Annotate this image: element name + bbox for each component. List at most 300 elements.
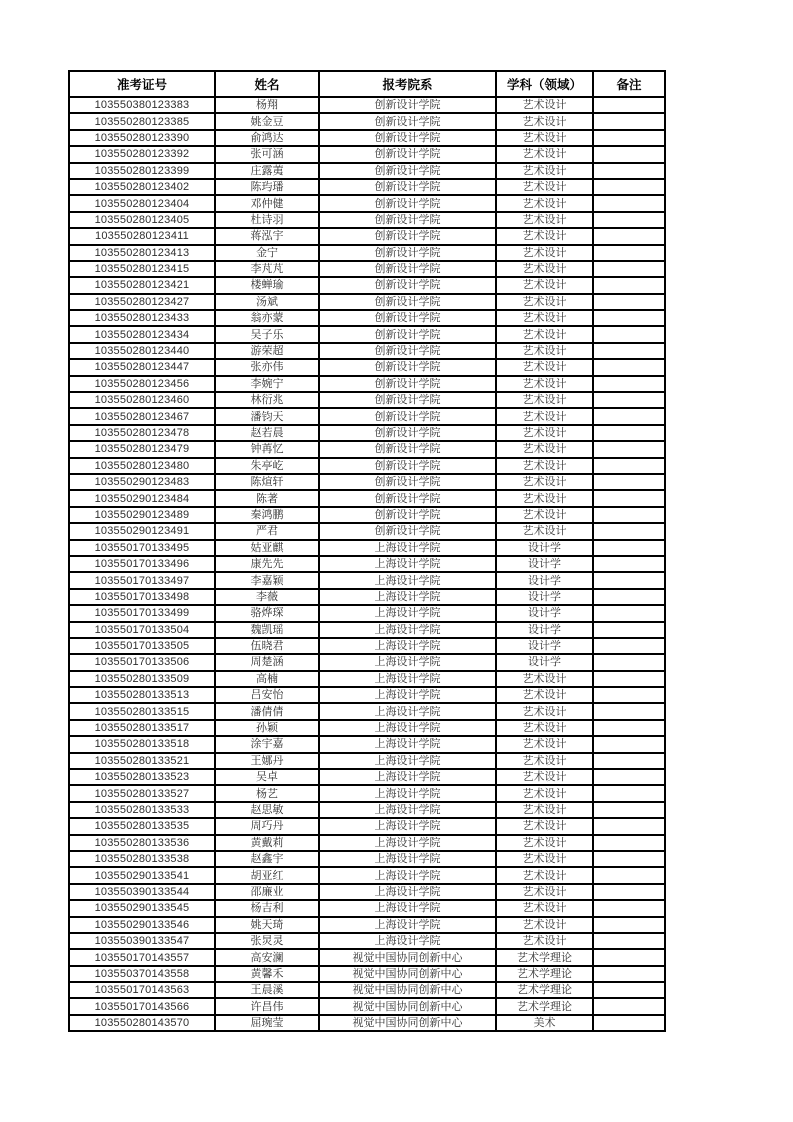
department-cell: 上海设计学院: [319, 900, 496, 916]
department-cell: 上海设计学院: [319, 572, 496, 588]
table-row: [69, 130, 665, 146]
remarks-cell: [593, 703, 665, 719]
subject-field-cell: 艺术设计: [496, 130, 593, 146]
subject-field-cell: 艺术设计: [496, 392, 593, 408]
table-row: [69, 802, 665, 818]
subject-field-cell: 艺术设计: [496, 359, 593, 375]
exam-number-cell: 103550280133509: [69, 671, 215, 687]
department-cell: 创新设计学院: [319, 507, 496, 523]
remarks-cell: [593, 785, 665, 801]
subject-field-cell: 艺术设计: [496, 917, 593, 933]
subject-field-cell: 艺术设计: [496, 294, 593, 310]
remarks-cell: [593, 917, 665, 933]
exam-number-cell: 103550280123411: [69, 228, 215, 244]
name-cell: 秦鸿鹏: [215, 507, 319, 523]
exam-number-cell: 103550170133498: [69, 589, 215, 605]
subject-field-cell: 艺术设计: [496, 146, 593, 162]
name-cell: 陈著: [215, 490, 319, 506]
name-cell: 张可涵: [215, 146, 319, 162]
exam-number-cell: 103550170133495: [69, 540, 215, 556]
remarks-cell: [593, 359, 665, 375]
department-cell: 上海设计学院: [319, 785, 496, 801]
department-cell: 上海设计学院: [319, 867, 496, 883]
remarks-cell: [593, 245, 665, 261]
department-cell: 创新设计学院: [319, 212, 496, 228]
subject-field-cell: 艺术设计: [496, 212, 593, 228]
department-cell: 创新设计学院: [319, 326, 496, 342]
exam-number-cell: 103550280133521: [69, 753, 215, 769]
name-cell: 游荣超: [215, 343, 319, 359]
table-row: [69, 179, 665, 195]
department-cell: 上海设计学院: [319, 671, 496, 687]
remarks-cell: [593, 97, 665, 113]
remarks-cell: [593, 638, 665, 654]
table-row: [69, 605, 665, 621]
table-row: [69, 785, 665, 801]
department-cell: 创新设计学院: [319, 343, 496, 359]
remarks-cell: [593, 867, 665, 883]
department-cell: 创新设计学院: [319, 261, 496, 277]
name-cell: 姑亚麒: [215, 540, 319, 556]
header-remarks: 备注: [593, 71, 665, 97]
department-cell: 上海设计学院: [319, 622, 496, 638]
subject-field-cell: 艺术设计: [496, 310, 593, 326]
exam-number-cell: 103550380123383: [69, 97, 215, 113]
department-cell: 创新设计学院: [319, 458, 496, 474]
remarks-cell: [593, 720, 665, 736]
department-cell: 创新设计学院: [319, 179, 496, 195]
table-row: [69, 490, 665, 506]
subject-field-cell: 艺术设计: [496, 490, 593, 506]
table-body: [69, 97, 665, 1031]
department-cell: 创新设计学院: [319, 113, 496, 129]
department-cell: 创新设计学院: [319, 490, 496, 506]
exam-number-cell: 103550280123480: [69, 458, 215, 474]
department-cell: 创新设计学院: [319, 294, 496, 310]
table-row: [69, 671, 665, 687]
name-cell: 姚金豆: [215, 113, 319, 129]
subject-field-cell: 艺术设计: [496, 97, 593, 113]
header-row: [69, 71, 665, 97]
table-row: [69, 113, 665, 129]
department-cell: 视觉中国协同创新中心: [319, 998, 496, 1014]
name-cell: 张炅灵: [215, 933, 319, 949]
name-cell: 赵思敏: [215, 802, 319, 818]
subject-field-cell: 艺术设计: [496, 769, 593, 785]
subject-field-cell: 设计学: [496, 556, 593, 572]
subject-field-cell: 艺术学理论: [496, 966, 593, 982]
exam-number-cell: 103550280123447: [69, 359, 215, 375]
subject-field-cell: 设计学: [496, 605, 593, 621]
name-cell: 陈煊轩: [215, 474, 319, 490]
name-cell: 周巧丹: [215, 818, 319, 834]
name-cell: 钟苒忆: [215, 441, 319, 457]
department-cell: 视觉中国协同创新中心: [319, 982, 496, 998]
subject-field-cell: 艺术设计: [496, 113, 593, 129]
table-row: [69, 195, 665, 211]
exam-number-cell: 103550280143570: [69, 1015, 215, 1031]
header-exam-number: 准考证号: [69, 71, 215, 97]
table-row: [69, 425, 665, 441]
table-row: [69, 326, 665, 342]
exam-number-cell: 103550280123467: [69, 408, 215, 424]
table-row: [69, 474, 665, 490]
table-row: [69, 818, 665, 834]
name-cell: 王娜丹: [215, 753, 319, 769]
subject-field-cell: 设计学: [496, 572, 593, 588]
remarks-cell: [593, 933, 665, 949]
name-cell: 孙颖: [215, 720, 319, 736]
remarks-cell: [593, 572, 665, 588]
name-cell: 俞鸿达: [215, 130, 319, 146]
name-cell: 骆烨琛: [215, 605, 319, 621]
table-row: [69, 359, 665, 375]
exam-number-cell: 103550290123484: [69, 490, 215, 506]
remarks-cell: [593, 835, 665, 851]
subject-field-cell: 艺术设计: [496, 163, 593, 179]
name-cell: 金宁: [215, 245, 319, 261]
table-row: [69, 851, 665, 867]
table-row: [69, 392, 665, 408]
remarks-cell: [593, 163, 665, 179]
exam-number-cell: 103550280133517: [69, 720, 215, 736]
remarks-cell: [593, 474, 665, 490]
department-cell: 上海设计学院: [319, 703, 496, 719]
name-cell: 潘倩倩: [215, 703, 319, 719]
department-cell: 创新设计学院: [319, 146, 496, 162]
department-cell: 上海设计学院: [319, 605, 496, 621]
subject-field-cell: 艺术设计: [496, 867, 593, 883]
exam-number-cell: 103550280123415: [69, 261, 215, 277]
remarks-cell: [593, 507, 665, 523]
department-cell: 上海设计学院: [319, 720, 496, 736]
table-row: [69, 835, 665, 851]
table-row: [69, 540, 665, 556]
subject-field-cell: 艺术设计: [496, 245, 593, 261]
department-cell: 创新设计学院: [319, 523, 496, 539]
remarks-cell: [593, 212, 665, 228]
exam-number-cell: 103550170133505: [69, 638, 215, 654]
name-cell: 魏凯瑶: [215, 622, 319, 638]
name-cell: 李嘉颖: [215, 572, 319, 588]
remarks-cell: [593, 523, 665, 539]
department-cell: 上海设计学院: [319, 654, 496, 670]
subject-field-cell: 艺术学理论: [496, 949, 593, 965]
subject-field-cell: 艺术设计: [496, 195, 593, 211]
department-cell: 创新设计学院: [319, 425, 496, 441]
table-header: [69, 71, 665, 97]
department-cell: 创新设计学院: [319, 97, 496, 113]
exam-number-cell: 103550280123385: [69, 113, 215, 129]
name-cell: 李薇: [215, 589, 319, 605]
remarks-cell: [593, 376, 665, 392]
name-cell: 楼蝉瑜: [215, 277, 319, 293]
table-row: [69, 212, 665, 228]
remarks-cell: [593, 441, 665, 457]
subject-field-cell: 艺术设计: [496, 425, 593, 441]
exam-number-cell: 103550170143563: [69, 982, 215, 998]
exam-number-cell: 103550280133535: [69, 818, 215, 834]
department-cell: 上海设计学院: [319, 769, 496, 785]
department-cell: 视觉中国协同创新中心: [319, 949, 496, 965]
exam-number-cell: 103550290123489: [69, 507, 215, 523]
name-cell: 潘钧天: [215, 408, 319, 424]
remarks-cell: [593, 195, 665, 211]
name-cell: 周楚涵: [215, 654, 319, 670]
table-row: [69, 277, 665, 293]
exam-number-cell: 103550280123433: [69, 310, 215, 326]
exam-number-cell: 103550370143558: [69, 966, 215, 982]
table-row: [69, 146, 665, 162]
name-cell: 庄露荑: [215, 163, 319, 179]
subject-field-cell: 艺术设计: [496, 818, 593, 834]
exam-number-cell: 103550280123404: [69, 195, 215, 211]
subject-field-cell: 设计学: [496, 654, 593, 670]
remarks-cell: [593, 769, 665, 785]
name-cell: 屈琬莹: [215, 1015, 319, 1031]
department-cell: 上海设计学院: [319, 851, 496, 867]
department-cell: 上海设计学院: [319, 736, 496, 752]
table-row: [69, 966, 665, 982]
remarks-cell: [593, 408, 665, 424]
name-cell: 严君: [215, 523, 319, 539]
exam-number-cell: 103550290123491: [69, 523, 215, 539]
exam-number-cell: 103550170143557: [69, 949, 215, 965]
name-cell: 杜诗羽: [215, 212, 319, 228]
remarks-cell: [593, 687, 665, 703]
name-cell: 杨翔: [215, 97, 319, 113]
exam-number-cell: 103550280123456: [69, 376, 215, 392]
admission-roster-table: [68, 70, 666, 1032]
department-cell: 创新设计学院: [319, 228, 496, 244]
remarks-cell: [593, 458, 665, 474]
remarks-cell: [593, 753, 665, 769]
name-cell: 赵若晨: [215, 425, 319, 441]
remarks-cell: [593, 736, 665, 752]
subject-field-cell: 艺术设计: [496, 326, 593, 342]
exam-number-cell: 103550170133504: [69, 622, 215, 638]
table-row: [69, 622, 665, 638]
remarks-cell: [593, 884, 665, 900]
exam-number-cell: 103550390133544: [69, 884, 215, 900]
subject-field-cell: 美术: [496, 1015, 593, 1031]
subject-field-cell: 艺术设计: [496, 474, 593, 490]
exam-number-cell: 103550170133499: [69, 605, 215, 621]
subject-field-cell: 艺术设计: [496, 376, 593, 392]
name-cell: 吴卓: [215, 769, 319, 785]
table-row: [69, 753, 665, 769]
name-cell: 吕安怡: [215, 687, 319, 703]
table-row: [69, 556, 665, 572]
subject-field-cell: 艺术设计: [496, 720, 593, 736]
remarks-cell: [593, 966, 665, 982]
name-cell: 李婉宁: [215, 376, 319, 392]
department-cell: 视觉中国协同创新中心: [319, 1015, 496, 1031]
remarks-cell: [593, 540, 665, 556]
subject-field-cell: 艺术学理论: [496, 982, 593, 998]
department-cell: 上海设计学院: [319, 753, 496, 769]
name-cell: 邵廉业: [215, 884, 319, 900]
table-row: [69, 687, 665, 703]
table-row: [69, 736, 665, 752]
exam-number-cell: 103550280123405: [69, 212, 215, 228]
header-subject-field: 学科（领域）: [496, 71, 593, 97]
subject-field-cell: 艺术学理论: [496, 998, 593, 1014]
subject-field-cell: 艺术设计: [496, 933, 593, 949]
table-row: [69, 163, 665, 179]
name-cell: 陈玙璠: [215, 179, 319, 195]
subject-field-cell: 艺术设计: [496, 851, 593, 867]
exam-number-cell: 103550280133527: [69, 785, 215, 801]
exam-number-cell: 103550280133515: [69, 703, 215, 719]
table-row: [69, 310, 665, 326]
name-cell: 翁亦蒙: [215, 310, 319, 326]
subject-field-cell: 艺术设计: [496, 523, 593, 539]
remarks-cell: [593, 851, 665, 867]
subject-field-cell: 艺术设计: [496, 736, 593, 752]
name-cell: 姚天琦: [215, 917, 319, 933]
department-cell: 创新设计学院: [319, 408, 496, 424]
name-cell: 王晨溪: [215, 982, 319, 998]
exam-number-cell: 103550170143566: [69, 998, 215, 1014]
table-row: [69, 376, 665, 392]
name-cell: 杨吉利: [215, 900, 319, 916]
remarks-cell: [593, 818, 665, 834]
table-row: [69, 294, 665, 310]
exam-number-cell: 103550280123413: [69, 245, 215, 261]
department-cell: 创新设计学院: [319, 359, 496, 375]
name-cell: 杨艺: [215, 785, 319, 801]
department-cell: 上海设计学院: [319, 818, 496, 834]
remarks-cell: [593, 622, 665, 638]
subject-field-cell: 艺术设计: [496, 179, 593, 195]
table-row: [69, 949, 665, 965]
subject-field-cell: 艺术设计: [496, 884, 593, 900]
exam-number-cell: 103550280133513: [69, 687, 215, 703]
exam-number-cell: 103550280123402: [69, 179, 215, 195]
subject-field-cell: 艺术设计: [496, 441, 593, 457]
remarks-cell: [593, 294, 665, 310]
remarks-cell: [593, 326, 665, 342]
exam-number-cell: 103550280123392: [69, 146, 215, 162]
department-cell: 上海设计学院: [319, 638, 496, 654]
exam-number-cell: 103550280123440: [69, 343, 215, 359]
remarks-cell: [593, 310, 665, 326]
exam-number-cell: 103550280123427: [69, 294, 215, 310]
department-cell: 创新设计学院: [319, 474, 496, 490]
department-cell: 上海设计学院: [319, 589, 496, 605]
remarks-cell: [593, 654, 665, 670]
name-cell: 蒋泓宇: [215, 228, 319, 244]
table-row: [69, 867, 665, 883]
exam-number-cell: 103550280123399: [69, 163, 215, 179]
department-cell: 创新设计学院: [319, 441, 496, 457]
exam-number-cell: 103550280123460: [69, 392, 215, 408]
subject-field-cell: 艺术设计: [496, 753, 593, 769]
exam-number-cell: 103550290133545: [69, 900, 215, 916]
remarks-cell: [593, 802, 665, 818]
name-cell: 张亦伟: [215, 359, 319, 375]
subject-field-cell: 艺术设计: [496, 703, 593, 719]
table-row: [69, 343, 665, 359]
exam-number-cell: 103550280133536: [69, 835, 215, 851]
department-cell: 创新设计学院: [319, 245, 496, 261]
table-row: [69, 654, 665, 670]
department-cell: 上海设计学院: [319, 556, 496, 572]
remarks-cell: [593, 556, 665, 572]
name-cell: 黄戴莉: [215, 835, 319, 851]
name-cell: 汤斌: [215, 294, 319, 310]
remarks-cell: [593, 671, 665, 687]
table-row: [69, 1015, 665, 1031]
table-row: [69, 933, 665, 949]
remarks-cell: [593, 146, 665, 162]
exam-number-cell: 103550280133533: [69, 802, 215, 818]
table-row: [69, 884, 665, 900]
subject-field-cell: 艺术设计: [496, 277, 593, 293]
name-cell: 高楠: [215, 671, 319, 687]
exam-number-cell: 103550290133546: [69, 917, 215, 933]
remarks-cell: [593, 113, 665, 129]
remarks-cell: [593, 982, 665, 998]
exam-number-cell: 103550280123390: [69, 130, 215, 146]
subject-field-cell: 设计学: [496, 638, 593, 654]
subject-field-cell: 艺术设计: [496, 900, 593, 916]
subject-field-cell: 艺术设计: [496, 802, 593, 818]
exam-number-cell: 103550280123478: [69, 425, 215, 441]
table-row: [69, 441, 665, 457]
name-cell: 许昌伟: [215, 998, 319, 1014]
exam-number-cell: 103550390133547: [69, 933, 215, 949]
subject-field-cell: 艺术设计: [496, 261, 593, 277]
table-row: [69, 507, 665, 523]
exam-number-cell: 103550170133496: [69, 556, 215, 572]
subject-field-cell: 设计学: [496, 589, 593, 605]
subject-field-cell: 设计学: [496, 540, 593, 556]
exam-number-cell: 103550280123434: [69, 326, 215, 342]
table-row: [69, 720, 665, 736]
department-cell: 创新设计学院: [319, 163, 496, 179]
remarks-cell: [593, 228, 665, 244]
remarks-cell: [593, 949, 665, 965]
subject-field-cell: 艺术设计: [496, 785, 593, 801]
name-cell: 高安澜: [215, 949, 319, 965]
exam-number-cell: 103550280133518: [69, 736, 215, 752]
table-row: [69, 769, 665, 785]
name-cell: 朱亭屹: [215, 458, 319, 474]
department-cell: 上海设计学院: [319, 802, 496, 818]
exam-number-cell: 103550170133497: [69, 572, 215, 588]
exam-number-cell: 103550280133538: [69, 851, 215, 867]
department-cell: 创新设计学院: [319, 277, 496, 293]
department-cell: 上海设计学院: [319, 933, 496, 949]
remarks-cell: [593, 490, 665, 506]
name-cell: 林衍兆: [215, 392, 319, 408]
exam-number-cell: 103550280123479: [69, 441, 215, 457]
name-cell: 邓仲健: [215, 195, 319, 211]
department-cell: 创新设计学院: [319, 376, 496, 392]
name-cell: 李芃芃: [215, 261, 319, 277]
name-cell: 黄馨禾: [215, 966, 319, 982]
exam-number-cell: 103550290123483: [69, 474, 215, 490]
table-row: [69, 703, 665, 719]
table-row: [69, 638, 665, 654]
table-row: [69, 982, 665, 998]
department-cell: 上海设计学院: [319, 917, 496, 933]
department-cell: 创新设计学院: [319, 310, 496, 326]
subject-field-cell: 设计学: [496, 622, 593, 638]
name-cell: 吴子乐: [215, 326, 319, 342]
